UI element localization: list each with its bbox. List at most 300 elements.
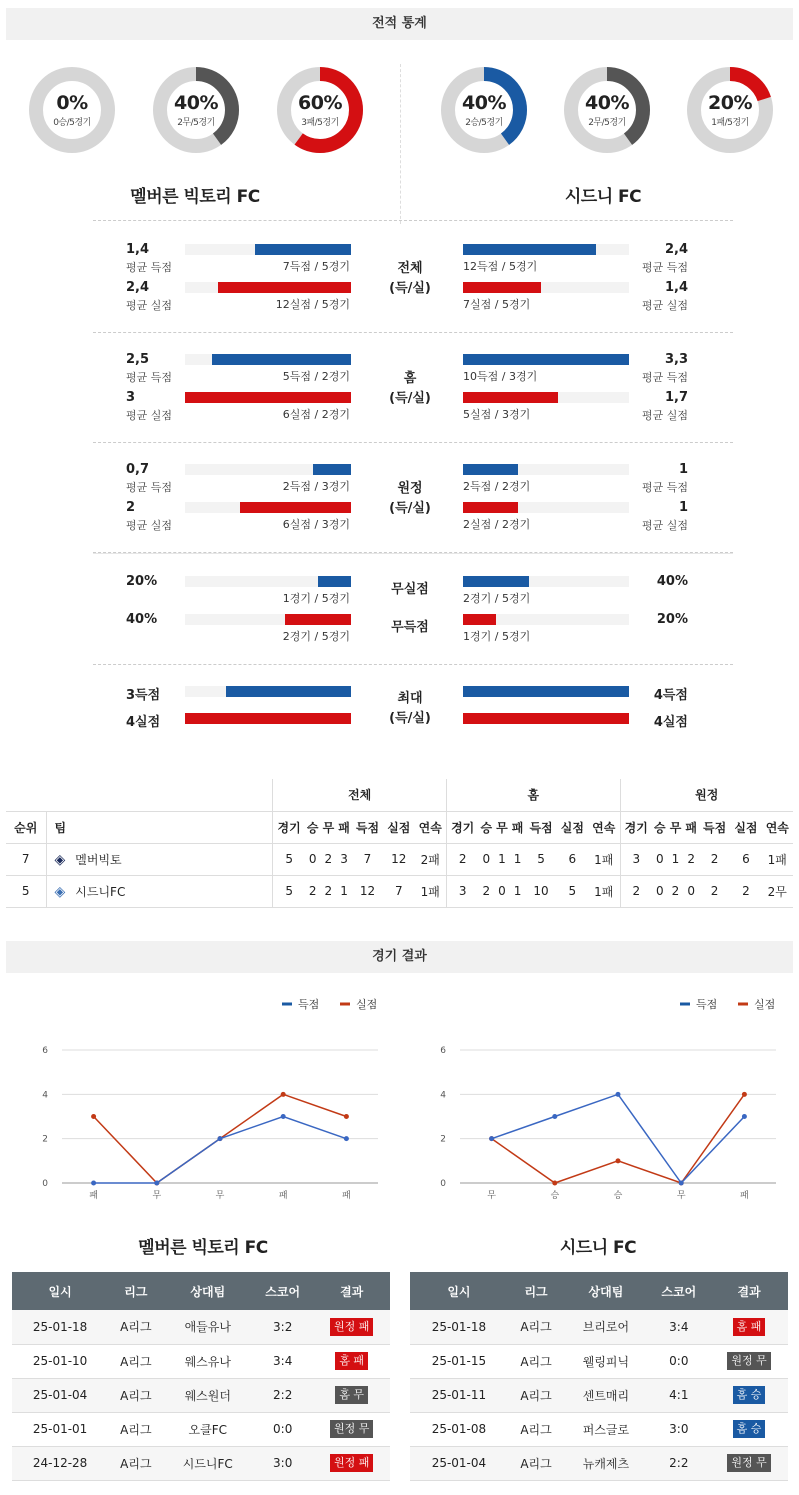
- results-row: [410, 1310, 788, 1344]
- stat-label: 평균 실점: [126, 299, 173, 312]
- bar-caption: 7실점 / 5경기: [463, 298, 531, 311]
- standings-cell: 7: [383, 875, 414, 907]
- home-conceded-bar: [218, 282, 351, 293]
- results-cell: 24-12-28: [12, 1446, 108, 1480]
- donut-caption: 2무/5경기: [588, 118, 626, 128]
- data-point: [552, 1114, 557, 1119]
- home-scored-bar: [212, 354, 351, 365]
- x-tick-label: 승: [613, 1191, 623, 1201]
- results-row: [12, 1344, 390, 1378]
- away-cleansheet-pct: 40%: [656, 574, 688, 589]
- home-conceded-bar: [240, 502, 351, 513]
- result-badge: 원정 패: [330, 1454, 373, 1472]
- results-col-header: 결과: [313, 1272, 390, 1310]
- y-tick-label: 2: [440, 1134, 446, 1145]
- bar-caption: 1경기 / 5경기: [282, 592, 350, 605]
- compare-label-max: 최대 (득/실): [389, 691, 431, 726]
- away-avg-conceded: 1,4: [664, 280, 688, 295]
- results-cell: 25-01-15: [410, 1344, 508, 1378]
- away-team-name: 시드니 FC: [564, 187, 642, 207]
- standings-cell: 1: [510, 843, 526, 875]
- standings-cell: 3: [336, 843, 352, 875]
- stat-label: 평균 득점: [641, 371, 688, 384]
- results-col-header: 리그: [108, 1272, 163, 1310]
- results-cell: A리그: [508, 1446, 564, 1480]
- standings-cell: 1: [494, 843, 510, 875]
- away-results-table: [410, 1272, 788, 1481]
- away-max-scored: 4득점: [653, 688, 688, 703]
- result-badge: 원정 패: [330, 1318, 373, 1336]
- results-cell: 웨스유나: [164, 1344, 252, 1378]
- y-tick-label: 0: [42, 1179, 48, 1189]
- standings-cell: 12: [352, 875, 383, 907]
- results-row: [410, 1378, 788, 1412]
- results-col-header: 상대팀: [164, 1272, 252, 1310]
- home-team-name-results: 멜버른 빅토리 FC: [138, 1238, 268, 1258]
- results-col-header: 일시: [12, 1272, 108, 1310]
- standings-cell: 1: [668, 843, 684, 875]
- results-col-header: 스코어: [648, 1272, 710, 1310]
- donut-caption: 2무/5경기: [177, 118, 215, 128]
- standings-col-header: 연속: [414, 811, 446, 843]
- data-point: [344, 1136, 349, 1141]
- standings-cell: 5: [525, 843, 556, 875]
- standings-cell: 2: [321, 843, 337, 875]
- result-badge: 원정 무: [727, 1454, 770, 1472]
- team-crest-icon: ◈: [54, 883, 66, 900]
- results-cell: [313, 1378, 390, 1412]
- standings-col-header: 패: [683, 811, 699, 843]
- home-results-table: [12, 1272, 390, 1481]
- standings-cell: 0: [652, 875, 668, 907]
- data-point: [616, 1092, 621, 1097]
- standings-col-header: 연속: [588, 811, 620, 843]
- x-tick-label: 패: [342, 1191, 351, 1201]
- results-cell: A리그: [108, 1310, 163, 1344]
- standings-group-header: 홈: [446, 779, 620, 811]
- standings-col-header: 승: [478, 811, 494, 843]
- standings-col-header: 경기: [273, 811, 305, 843]
- results-col-header: 상대팀: [564, 1272, 647, 1310]
- standings-row: [6, 843, 793, 875]
- results-cell: 애들유나: [164, 1310, 252, 1344]
- bar-caption: 2득점 / 3경기: [282, 480, 350, 493]
- home-scored-bar: [255, 244, 351, 255]
- compare-label-noscore: 무득점: [391, 620, 429, 635]
- standings-cell: 7: [352, 843, 383, 875]
- y-tick-label: 2: [42, 1134, 48, 1145]
- results-cell: 3:4: [252, 1344, 313, 1378]
- donut-percent: 60%: [298, 92, 342, 114]
- y-tick-label: 0: [440, 1179, 446, 1189]
- home-scored-bar: [313, 464, 351, 475]
- results-cell: 브리로어: [564, 1310, 647, 1344]
- standings-cell: 0: [683, 875, 699, 907]
- standings-col-header: 실점: [557, 811, 588, 843]
- results-cell: A리그: [508, 1310, 564, 1344]
- results-cell: 3:0: [252, 1446, 313, 1480]
- standings-cell: 2: [446, 843, 478, 875]
- away-avg-conceded: 1,7: [664, 390, 688, 405]
- home-avg-scored: 2,5: [126, 352, 150, 367]
- donut-chart: [28, 66, 116, 154]
- data-point: [616, 1158, 621, 1163]
- standings-col-header: 연속: [762, 811, 793, 843]
- divider: [93, 553, 733, 554]
- standings-col-header: 무: [668, 811, 684, 843]
- standings-cell: 2: [699, 875, 730, 907]
- standings-col-header: 득점: [699, 811, 730, 843]
- divider: [93, 332, 733, 333]
- donut-caption: 0승/5경기: [53, 118, 91, 128]
- away-conceded-bar: [463, 502, 518, 513]
- stats-section-title: 전적 통계: [6, 8, 793, 40]
- y-tick-label: 4: [440, 1090, 446, 1101]
- x-tick-label: 패: [89, 1191, 98, 1201]
- results-section-title: 경기 결과: [6, 941, 793, 973]
- data-point: [489, 1136, 494, 1141]
- results-row: [410, 1412, 788, 1446]
- home-avg-scored: 1,4: [126, 242, 150, 257]
- data-point: [552, 1181, 557, 1186]
- standings-col-header: 실점: [730, 811, 761, 843]
- standings-cell: 7: [6, 843, 46, 875]
- away-avg-scored: 3,3: [664, 352, 688, 367]
- data-point: [281, 1092, 286, 1097]
- home-max-scored-bar: [226, 686, 351, 697]
- standings-col-header: 팀: [46, 811, 273, 843]
- away-scored-bar: [463, 244, 596, 255]
- home-max-conceded-bar: [185, 713, 351, 724]
- standings-cell: 6: [557, 843, 588, 875]
- standings-cell: 0: [652, 843, 668, 875]
- legend-label: 실점: [754, 998, 776, 1011]
- stat-label: 평균 실점: [641, 409, 688, 422]
- results-cell: A리그: [108, 1412, 163, 1446]
- results-cell: 25-01-11: [410, 1378, 508, 1412]
- results-cell: 3:4: [648, 1310, 710, 1344]
- legend-label: 득점: [298, 998, 320, 1011]
- results-row: [12, 1446, 390, 1480]
- results-cell: 25-01-08: [410, 1412, 508, 1446]
- away-noscore-pct: 20%: [656, 612, 688, 627]
- x-tick-label: 패: [740, 1191, 749, 1201]
- standings-cell: 2: [620, 875, 652, 907]
- stat-label: 평균 득점: [126, 481, 173, 494]
- home-team-name: 멜버른 빅토리 FC: [130, 187, 260, 207]
- results-cell: A리그: [508, 1412, 564, 1446]
- bar-caption: 12실점 / 5경기: [275, 298, 350, 311]
- results-row: [12, 1378, 390, 1412]
- standings-group-header: 전체: [273, 779, 447, 811]
- away-team-name-results: 시드니 FC: [559, 1238, 637, 1258]
- stat-label: 평균 득점: [126, 261, 173, 274]
- results-cell: [710, 1344, 788, 1378]
- standings-team[interactable]: [46, 875, 273, 907]
- stat-label: 평균 실점: [641, 299, 688, 312]
- standings-col-header: 무: [321, 811, 337, 843]
- results-cell: 센트매리: [564, 1378, 647, 1412]
- donut-caption: 3패/5경기: [301, 118, 339, 128]
- x-tick-label: 무: [215, 1191, 225, 1201]
- standings-col-header: 패: [336, 811, 352, 843]
- home-max-conceded: 4실점: [126, 715, 161, 730]
- series-line-scored: [94, 1117, 347, 1184]
- results-cell: 웰링피닉: [564, 1344, 647, 1378]
- data-point: [91, 1181, 96, 1186]
- x-tick-label: 패: [278, 1191, 288, 1201]
- data-point: [742, 1114, 747, 1119]
- donut-percent: 0%: [56, 92, 88, 114]
- results-cell: 3:0: [648, 1412, 710, 1446]
- home-max-scored: 3득점: [126, 688, 161, 703]
- standings-cell: 2패: [414, 843, 446, 875]
- x-tick-label: 무: [676, 1191, 686, 1201]
- away-conceded-bar: [463, 282, 541, 293]
- results-cell: A리그: [108, 1378, 163, 1412]
- standings-cell: 10: [525, 875, 556, 907]
- results-cell: 0:0: [252, 1412, 313, 1446]
- compare-label-home: 홈 (득/실): [389, 371, 431, 406]
- results-row: [410, 1344, 788, 1378]
- home-avg-scored: 0,7: [126, 462, 150, 477]
- bar-caption: 5실점 / 3경기: [463, 408, 531, 421]
- standings-col-header: 득점: [352, 811, 383, 843]
- results-cell: 시드니FC: [164, 1446, 252, 1480]
- standings-col-header: 경기: [620, 811, 652, 843]
- home-avg-conceded: 2: [126, 500, 136, 515]
- standings-cell: 5: [273, 843, 305, 875]
- results-cell: [313, 1412, 390, 1446]
- results-cell: 오클FC: [164, 1412, 252, 1446]
- standings-cell: 2: [321, 875, 337, 907]
- standings-col-header: 승: [305, 811, 321, 843]
- standings-col-header: 득점: [525, 811, 556, 843]
- results-col-header: 일시: [410, 1272, 508, 1310]
- standings-cell: 5: [273, 875, 305, 907]
- divider: [93, 664, 733, 665]
- standings-cell: 5: [557, 875, 588, 907]
- x-tick-label: 승: [550, 1191, 560, 1201]
- away-max-conceded-bar: [463, 713, 629, 724]
- donut-chart: [276, 66, 364, 154]
- results-cell: 2:2: [648, 1446, 710, 1480]
- stat-label: 평균 실점: [126, 409, 173, 422]
- stat-label: 평균 득점: [641, 481, 688, 494]
- donut-percent: 40%: [174, 92, 218, 114]
- home-goals-chart: [20, 990, 390, 1210]
- donut-percent: 40%: [462, 92, 506, 114]
- bar-caption: 6실점 / 3경기: [282, 518, 350, 531]
- legend-label: 실점: [356, 998, 378, 1011]
- results-cell: 0:0: [648, 1344, 710, 1378]
- standings-col-header: 실점: [383, 811, 414, 843]
- results-cell: 3:2: [252, 1310, 313, 1344]
- standings-cell: 1패: [414, 875, 446, 907]
- results-cell: [313, 1310, 390, 1344]
- legend-label: 득점: [696, 998, 718, 1011]
- standings-cell: 2: [478, 875, 494, 907]
- data-point: [742, 1092, 747, 1097]
- results-col-header: 스코어: [252, 1272, 313, 1310]
- standings-cell: 6: [730, 843, 761, 875]
- data-point: [679, 1181, 684, 1186]
- home-cleansheet-bar: [318, 576, 351, 587]
- result-badge: 홈 승: [733, 1386, 766, 1404]
- away-noscore-bar: [463, 614, 496, 625]
- results-cell: 25-01-18: [410, 1310, 508, 1344]
- away-goals-chart: [418, 990, 788, 1210]
- results-cell: A리그: [108, 1446, 163, 1480]
- y-tick-label: 4: [42, 1090, 48, 1101]
- results-cell: [710, 1412, 788, 1446]
- compare-label-away: 원정 (득/실): [389, 481, 431, 516]
- stat-label: 평균 득점: [126, 371, 173, 384]
- results-cell: A리그: [508, 1344, 564, 1378]
- bar-caption: 1경기 / 5경기: [463, 630, 531, 643]
- standings-cell: 2무: [762, 875, 793, 907]
- result-badge: 원정 무: [330, 1420, 373, 1438]
- donut-percent: 20%: [708, 92, 752, 114]
- standings-cell: 3: [446, 875, 478, 907]
- results-cell: [313, 1446, 390, 1480]
- standings-cell: 0: [478, 843, 494, 875]
- standings-cell: 0: [305, 843, 321, 875]
- away-avg-conceded: 1: [678, 500, 688, 515]
- standings-col-header: 패: [510, 811, 526, 843]
- bar-caption: 2경기 / 5경기: [463, 592, 531, 605]
- results-cell: 25-01-04: [12, 1378, 108, 1412]
- results-cell: 퍼스글로: [564, 1412, 647, 1446]
- x-tick-label: 무: [487, 1191, 496, 1201]
- standings-row: [6, 875, 793, 907]
- results-cell: 25-01-01: [12, 1412, 108, 1446]
- home-cleansheet-pct: 20%: [126, 574, 158, 589]
- divider: [93, 442, 733, 443]
- standings-col-header: 순위: [6, 811, 46, 843]
- standings-col-header: 승: [652, 811, 668, 843]
- standings-cell: 1패: [762, 843, 793, 875]
- away-scored-bar: [463, 354, 629, 365]
- results-cell: 뉴캐제츠: [564, 1446, 647, 1480]
- standings-team[interactable]: [46, 843, 273, 875]
- data-point: [91, 1114, 96, 1119]
- results-row: [12, 1310, 390, 1344]
- bar-caption: 12득점 / 5경기: [463, 260, 538, 273]
- donut-chart: [440, 66, 528, 154]
- stat-label: 평균 실점: [641, 519, 688, 532]
- data-point: [154, 1181, 159, 1186]
- donut-percent: 40%: [585, 92, 629, 114]
- team-crest-icon: ◈: [54, 851, 66, 868]
- home-noscore-bar: [285, 614, 351, 625]
- standings-cell: 3: [620, 843, 652, 875]
- away-scored-bar: [463, 464, 518, 475]
- result-badge: 홈 승: [733, 1420, 766, 1438]
- results-cell: A리그: [108, 1344, 163, 1378]
- standings-cell: 12: [383, 843, 414, 875]
- standings-cell: 2: [699, 843, 730, 875]
- result-badge: 홈 패: [335, 1352, 368, 1370]
- data-point: [344, 1114, 349, 1119]
- standings-cell: 0: [494, 875, 510, 907]
- stat-label: 평균 득점: [641, 261, 688, 274]
- donut-chart: [686, 66, 774, 154]
- donut-caption: 2승/5경기: [465, 118, 503, 128]
- away-max-scored-bar: [463, 686, 629, 697]
- standings-cell: 5: [6, 875, 46, 907]
- results-row: [410, 1446, 788, 1480]
- bar-caption: 10득점 / 3경기: [463, 370, 538, 383]
- stat-label: 평균 실점: [126, 519, 173, 532]
- standings-cell: 2: [668, 875, 684, 907]
- result-badge: 홈 무: [335, 1386, 368, 1404]
- standings-col-header: 무: [494, 811, 510, 843]
- results-cell: 웨스원더: [164, 1378, 252, 1412]
- results-col-header: 결과: [710, 1272, 788, 1310]
- standings-cell: 2: [683, 843, 699, 875]
- standings-cell: 1패: [588, 843, 620, 875]
- home-conceded-bar: [185, 392, 351, 403]
- results-row: [12, 1412, 390, 1446]
- home-avg-conceded: 3: [126, 390, 136, 405]
- away-avg-scored: 2,4: [664, 242, 688, 257]
- standings-group-header: 원정: [620, 779, 793, 811]
- results-cell: [313, 1344, 390, 1378]
- results-cell: 25-01-04: [410, 1446, 508, 1480]
- data-point: [218, 1136, 223, 1141]
- standings-cell: 1: [510, 875, 526, 907]
- team-name: 멜버빅토: [75, 852, 122, 867]
- y-tick-label: 6: [440, 1046, 446, 1056]
- results-cell: 2:2: [252, 1378, 313, 1412]
- results-cell: [710, 1310, 788, 1344]
- away-max-conceded: 4실점: [653, 715, 688, 730]
- standings-cell: 2: [730, 875, 761, 907]
- compare-label-overall: 전체 (득/실): [389, 261, 431, 296]
- bar-caption: 7득점 / 5경기: [282, 260, 350, 273]
- results-cell: 25-01-18: [12, 1310, 108, 1344]
- results-cell: 25-01-10: [12, 1344, 108, 1378]
- standings-table: [6, 779, 793, 908]
- results-col-header: 리그: [508, 1272, 564, 1310]
- standings-cell: 1: [336, 875, 352, 907]
- away-conceded-bar: [463, 392, 558, 403]
- donut-caption: 1패/5경기: [711, 118, 749, 128]
- standings-col-header: 경기: [446, 811, 478, 843]
- results-cell: [710, 1446, 788, 1480]
- compare-label-cleansheet: 무실점: [391, 582, 429, 597]
- bar-caption: 2실점 / 2경기: [463, 518, 531, 531]
- results-cell: [710, 1378, 788, 1412]
- standings-cell: 1패: [588, 875, 620, 907]
- bar-caption: 2경기 / 5경기: [282, 630, 350, 643]
- donut-chart: [563, 66, 651, 154]
- home-noscore-pct: 40%: [126, 612, 158, 627]
- bar-caption: 2득점 / 2경기: [463, 480, 531, 493]
- result-badge: 홈 패: [733, 1318, 766, 1336]
- results-cell: A리그: [508, 1378, 564, 1412]
- standings-cell: 2: [305, 875, 321, 907]
- away-avg-scored: 1: [678, 462, 688, 477]
- x-tick-label: 무: [152, 1191, 162, 1201]
- home-avg-conceded: 2,4: [126, 280, 150, 295]
- y-tick-label: 6: [42, 1046, 48, 1056]
- donut-chart: [152, 66, 240, 154]
- bar-caption: 6실점 / 2경기: [282, 408, 350, 421]
- team-name: 시드니FC: [75, 884, 126, 899]
- results-cell: 4:1: [648, 1378, 710, 1412]
